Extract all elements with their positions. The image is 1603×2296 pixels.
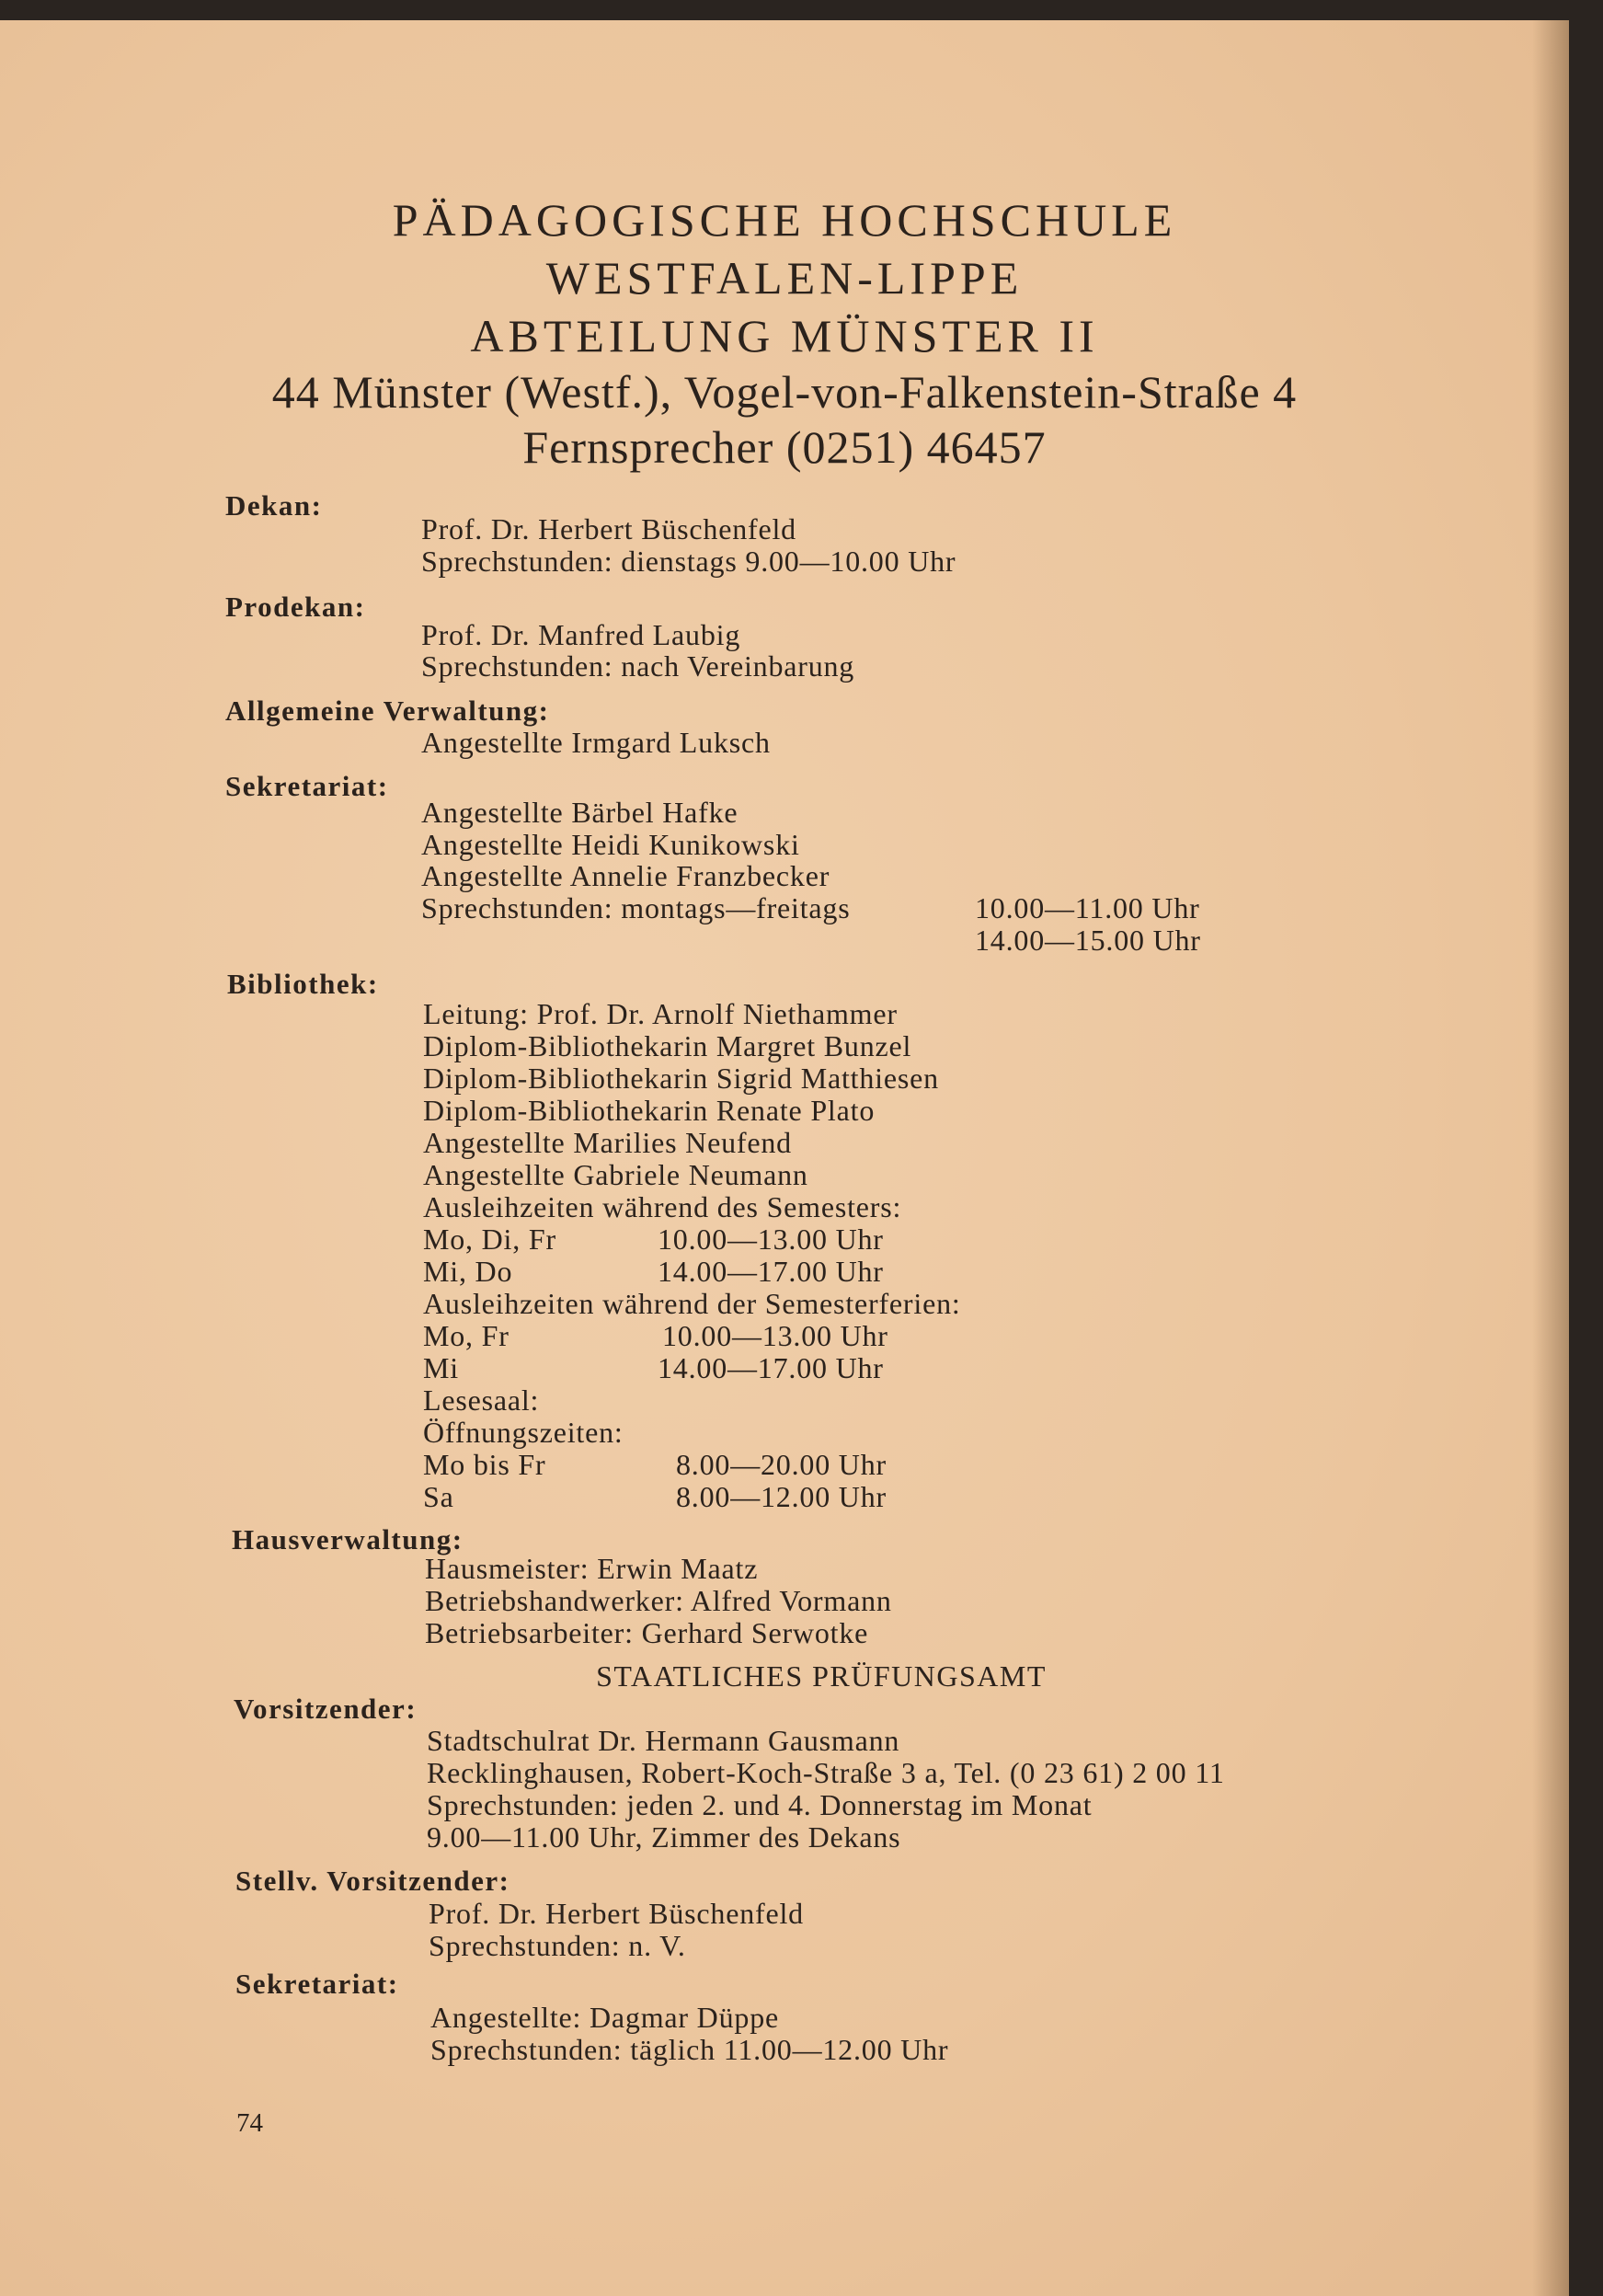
oeffnung-label: Öffnungszeiten:	[423, 1416, 624, 1449]
prodekan-label: Prodekan:	[225, 591, 366, 623]
bibliothek-line-5: Angestellte Marilies Neufend	[423, 1126, 792, 1159]
bibliothek-line-1: Leitung: Prof. Dr. Arnolf Niethammer	[423, 997, 898, 1030]
institution-address: 44 Münster (Westf.), Vogel-von-Falkenstein-Straße 4	[271, 366, 1298, 418]
semester-days-1: Mo, Di, Fr	[423, 1223, 556, 1256]
semester-time-2: 14.00—17.00 Uhr	[658, 1255, 884, 1288]
stellv-line-1: Prof. Dr. Herbert Büschenfeld	[429, 1897, 804, 1930]
bibliothek-label: Bibliothek:	[227, 968, 379, 1000]
vorsitz-line-3: Sprechstunden: jeden 2. und 4. Donnerstag im Monat	[427, 1788, 1093, 1821]
sekretariat-hours-1: 10.00—11.00 Uhr	[975, 891, 1200, 924]
pruefungsamt-sekretariat-line-2: Sprechstunden: täglich 11.00—12.00 Uhr	[430, 2033, 949, 2066]
sekretariat-hours-2: 14.00—15.00 Uhr	[975, 924, 1201, 957]
prodekan-name: Prof. Dr. Manfred Laubig	[421, 618, 741, 651]
vorsitz-label: Vorsitzender:	[234, 1693, 418, 1725]
institution-title: PÄDAGOGISCHE HOCHSCHULE	[392, 194, 1177, 246]
ferien-hours-label: Ausleihzeiten während der Semesterferien:	[423, 1287, 961, 1320]
semester-days-2: Mi, Do	[423, 1255, 513, 1288]
hausverwaltung-label: Hausverwaltung:	[232, 1523, 464, 1556]
ferien-days-1: Mo, Fr	[423, 1319, 510, 1352]
stellv-line-2: Sprechstunden: n. V.	[429, 1929, 686, 1962]
ferien-time-1: 10.00—13.00 Uhr	[662, 1319, 888, 1352]
oeffnung-days-2: Sa	[423, 1480, 454, 1513]
sekretariat-staff-2: Angestellte Heidi Kunikowski	[421, 828, 800, 861]
oeffnung-days-1: Mo bis Fr	[423, 1448, 546, 1481]
bibliothek-line-2: Diplom-Bibliothekarin Margret Bunzel	[423, 1029, 912, 1062]
institution-region: WESTFALEN-LIPPE	[545, 252, 1024, 304]
dekan-label: Dekan:	[225, 489, 323, 522]
verwaltung-name: Angestellte Irmgard Luksch	[421, 726, 771, 759]
vorsitz-line-4: 9.00—11.00 Uhr, Zimmer des Dekans	[427, 1820, 901, 1854]
prodekan-hours: Sprechstunden: nach Vereinbarung	[421, 649, 855, 683]
vorsitz-line-2: Recklinghausen, Robert-Koch-Straße 3 a, Tel. (0 23 61) 2 00 11	[427, 1756, 1225, 1789]
stellv-label: Stellv. Vorsitzender:	[235, 1865, 510, 1897]
oeffnung-time-1: 8.00—20.00 Uhr	[676, 1448, 887, 1481]
oeffnung-time-2: 8.00—12.00 Uhr	[676, 1480, 887, 1513]
bibliothek-line-6: Angestellte Gabriele Neumann	[423, 1158, 808, 1191]
hausverwaltung-line-2: Betriebshandwerker: Alfred Vormann	[425, 1584, 892, 1617]
pruefungsamt-sekretariat-label: Sekretariat:	[235, 1968, 399, 2000]
sekretariat-staff-1: Angestellte Bärbel Hafke	[421, 796, 739, 829]
institution-department: ABTEILUNG MÜNSTER II	[470, 310, 1099, 362]
verwaltung-label: Allgemeine Verwaltung:	[225, 695, 550, 727]
sekretariat-staff-3: Angestellte Annelie Franzbecker	[421, 859, 830, 892]
pruefungsamt-title: STAATLICHES PRÜFUNGSAMT	[596, 1659, 1047, 1693]
hausverwaltung-line-1: Hausmeister: Erwin Maatz	[425, 1552, 759, 1585]
document-page	[0, 20, 1569, 2296]
bibliothek-line-4: Diplom-Bibliothekarin Renate Plato	[423, 1094, 876, 1127]
dekan-hours: Sprechstunden: dienstags 9.00—10.00 Uhr	[421, 545, 956, 578]
sekretariat-label: Sekretariat:	[225, 770, 389, 802]
institution-phone: Fernsprecher (0251) 46457	[522, 421, 1047, 473]
ferien-days-2: Mi	[423, 1351, 459, 1384]
vorsitz-line-1: Stadtschulrat Dr. Hermann Gausmann	[427, 1724, 900, 1757]
dekan-name: Prof. Dr. Herbert Büschenfeld	[421, 512, 796, 545]
hausverwaltung-line-3: Betriebsarbeiter: Gerhard Serwotke	[425, 1616, 869, 1649]
pruefungsamt-sekretariat-line-1: Angestellte: Dagmar Düppe	[430, 2001, 779, 2034]
lesesaal-label: Lesesaal:	[423, 1383, 540, 1417]
sekretariat-hours-label: Sprechstunden: montags—freitags	[421, 891, 851, 924]
semester-hours-label: Ausleihzeiten während des Semesters:	[423, 1190, 902, 1223]
semester-time-1: 10.00—13.00 Uhr	[658, 1223, 884, 1256]
page-number: 74	[236, 2108, 263, 2138]
ferien-time-2: 14.00—17.00 Uhr	[658, 1351, 884, 1384]
bibliothek-line-3: Diplom-Bibliothekarin Sigrid Matthiesen	[423, 1062, 939, 1095]
